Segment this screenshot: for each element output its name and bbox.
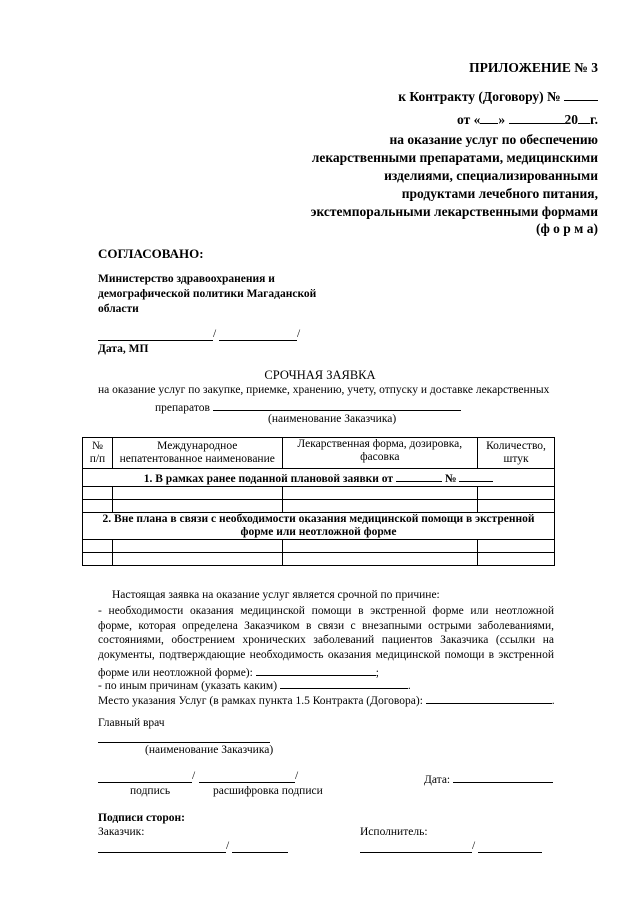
- contract-number-blank[interactable]: [564, 88, 598, 101]
- reason-item-1: [98, 604, 554, 681]
- date-blank[interactable]: [453, 770, 553, 783]
- header-line-2: лекарственными препаратами, медицинскими: [311, 150, 598, 165]
- services-place-end: .: [551, 695, 555, 707]
- ministry-line-2: демографической политики Магаданской: [98, 288, 317, 300]
- chief-customer-caption: (наименование Заказчика): [145, 744, 274, 756]
- request-subtitle-line-1: на оказание услуг по закупке, приемке, хранению, учету, отпуску и доставке лекарственных: [98, 384, 550, 396]
- section-2-line-2: форме или неотложной форме: [240, 526, 397, 538]
- chief-decode-blank[interactable]: [199, 782, 295, 783]
- table-section-2-row: [83, 513, 555, 540]
- table-cell[interactable]: [282, 500, 477, 513]
- header-line-5: экстемпоральными лекарственными формами: [310, 204, 598, 219]
- reason-item-1-blank[interactable]: [256, 663, 376, 676]
- reason-item-1-end: ;: [375, 666, 379, 679]
- header-line-4: продуктами лечебного питания,: [401, 186, 598, 201]
- section-1-text: 1. В рамках ранее поданной плановой заявки от: [143, 473, 394, 485]
- customer-name-blank[interactable]: [213, 398, 461, 411]
- table-cell[interactable]: [478, 553, 555, 566]
- table-header-row: [83, 438, 555, 469]
- date-label-text: Дата:: [424, 774, 451, 786]
- date-year-blank[interactable]: [578, 111, 590, 124]
- decode-caption: расшифровка подписи: [213, 785, 323, 797]
- col-header-form: Лекарственная форма, дозировка, фасовка: [282, 438, 477, 469]
- approval-signature-blank[interactable]: [98, 340, 213, 341]
- section-2-line-1: 2. Вне плана в связи с необходимости оказания медицинской помощи в экстренной: [102, 513, 535, 525]
- signature-caption: подпись: [130, 785, 171, 797]
- date-quote: »: [498, 112, 506, 127]
- chief-customer-blank[interactable]: [98, 742, 270, 743]
- approval-slash-2: /: [297, 328, 301, 340]
- col-header-inn: Международное непатентованное наименование: [112, 438, 282, 469]
- table-cell[interactable]: [83, 487, 113, 500]
- table-cell[interactable]: [112, 487, 282, 500]
- section-2-cell: [83, 513, 555, 540]
- chief-slash-2: /: [295, 770, 299, 782]
- executor-decode-blank[interactable]: [478, 852, 542, 853]
- services-place-blank[interactable]: [426, 691, 552, 704]
- table-cell[interactable]: [282, 553, 477, 566]
- executor-slash: /: [472, 840, 476, 852]
- request-subtitle-word: препаратов: [155, 402, 210, 414]
- chief-signature-blank[interactable]: [98, 782, 192, 783]
- table-cell[interactable]: [478, 487, 555, 500]
- customer-signature-blank[interactable]: [98, 852, 226, 853]
- request-title: СРОЧНАЯ ЗАЯВКА: [264, 368, 376, 382]
- reason-item-1-text: - необходимости оказания медицинской помощи в экстренной форме или неотложной форме, которая определена Заказчиком в связи с внезапными острыми заболеваниями, состояниями, обострением хронических заболеваний пациентов Заказчика (ссылки на документы, подтверждающие необходимость оказания медицинской помощи в экстренной форме или неотложной форме):: [98, 605, 554, 679]
- request-table: [82, 437, 555, 566]
- table-cell[interactable]: [83, 500, 113, 513]
- table-row: [83, 500, 555, 513]
- col-header-number: № п/п: [83, 438, 113, 469]
- request-customer-caption: (наименование Заказчика): [268, 413, 397, 425]
- header-line-1: на оказание услуг по обеспечению: [389, 132, 598, 147]
- contract-date: [457, 111, 598, 128]
- approval-name-blank[interactable]: [219, 340, 297, 341]
- date-label: [424, 770, 553, 786]
- reason-item-2-text: - по иным причинам (указать каким): [98, 680, 278, 692]
- col-header-quantity: Количество, штук: [478, 438, 555, 469]
- date-mp-label: Дата, МП: [98, 343, 149, 355]
- reason-item-2-blank[interactable]: [280, 676, 408, 689]
- contract-prefix: к Контракту (Договору) №: [398, 89, 561, 104]
- ministry-line-3: области: [98, 303, 139, 315]
- date-day-blank[interactable]: [480, 111, 498, 124]
- table-cell[interactable]: [478, 540, 555, 553]
- table-row: [83, 540, 555, 553]
- chief-doctor-label: Главный врач: [98, 717, 165, 729]
- date-suffix: г.: [590, 112, 598, 127]
- request-subtitle-line-2: [155, 398, 461, 414]
- reason-item-2: [98, 676, 411, 692]
- table-row: [83, 487, 555, 500]
- date-year: 20: [564, 112, 579, 127]
- section-1-no: №: [444, 473, 457, 485]
- chief-slash-1: /: [192, 770, 196, 782]
- reason-item-2-end: .: [407, 680, 411, 692]
- parties-title: Подписи сторон:: [98, 812, 185, 824]
- table-cell[interactable]: [112, 553, 282, 566]
- agreed-label: СОГЛАСОВАНО:: [98, 246, 204, 261]
- date-from: от «: [457, 112, 481, 127]
- services-place: [98, 691, 555, 707]
- table-cell[interactable]: [83, 553, 113, 566]
- customer-label: Заказчик:: [98, 826, 145, 838]
- date-month-blank[interactable]: [509, 111, 565, 124]
- executor-signature-blank[interactable]: [360, 852, 472, 853]
- table-row: [83, 553, 555, 566]
- customer-slash: /: [226, 840, 230, 852]
- contract-reference: [398, 88, 598, 105]
- table-cell[interactable]: [112, 540, 282, 553]
- table-cell[interactable]: [282, 487, 477, 500]
- services-place-text: Место указания Услуг (в рамках пункта 1.5 Контракта (Договора):: [98, 695, 423, 707]
- reason-block: [98, 604, 554, 681]
- reason-intro: Настоящая заявка на оказание услуг является срочной по причине:: [112, 589, 440, 601]
- section-1-date-blank[interactable]: [396, 469, 442, 482]
- form-label: (ф о р м а): [535, 221, 598, 236]
- approval-slash-1: /: [213, 328, 217, 340]
- table-cell[interactable]: [282, 540, 477, 553]
- executor-label: Исполнитель:: [360, 826, 428, 838]
- table-cell[interactable]: [478, 500, 555, 513]
- section-1-cell: [83, 469, 555, 487]
- ministry-line-1: Министерство здравоохранения и: [98, 273, 275, 285]
- header-line-3: изделиями, специализированными: [384, 168, 598, 183]
- appendix-title: ПРИЛОЖЕНИЕ № 3: [469, 60, 598, 75]
- customer-decode-blank[interactable]: [232, 852, 288, 853]
- table-cell[interactable]: [112, 500, 282, 513]
- table-cell[interactable]: [83, 540, 113, 553]
- table-section-1-row: [83, 469, 555, 487]
- section-1-number-blank[interactable]: [459, 469, 493, 482]
